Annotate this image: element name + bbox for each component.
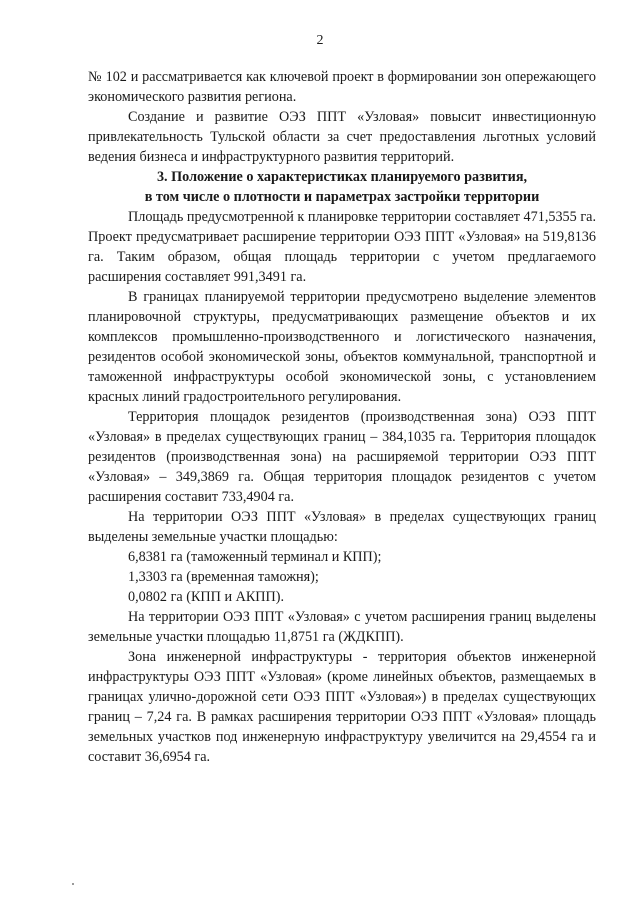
section-heading-line2: в том числе о плотности и параметрах застройки территории (144, 189, 540, 205)
land-plot-customs-terminal: 6,8381 га (таможенный терминал и КПП); (128, 549, 382, 565)
paragraph-land-plots-intro: На территории ОЭЗ ППТ «Узловая» в пределах существующих границ выделены земельные участки площадью: (88, 509, 596, 545)
paragraph-continuation: № 102 и рассматривается как ключевой проект в формировании зон опережающего экономического развития региона. (88, 69, 596, 105)
document-body (88, 67, 596, 767)
section-heading-line1: 3. Положение о характеристиках планируемого развития, (156, 169, 528, 185)
paragraph-investment: Создание и развитие ОЭЗ ППТ «Узловая» повысит инвестиционную привлекательность Тульской области за счет предоставления льготных условий ведения бизнеса и инфраструктурного развития территорий. (88, 109, 596, 165)
scan-dot-mark (72, 883, 74, 885)
paragraph-engineering-infrastructure: Зона инженерной инфраструктуры - территория объектов инженерной инфраструктуры ОЭЗ ППТ «Узловая» (кроме линейных объектов, размещаемых в границах улично-дорожной сети ОЭЗ ППТ «Узловая») в пределах существующих границ – 7,24 га. В рамках расширения территории ОЭЗ ППТ «Узловая» площадь земельных участков под инженерную инфраструктуру увеличится на 29,4554 га и составит 36,6954 га. (88, 649, 596, 765)
land-plot-checkpoint: 0,0802 га (КПП и АКПП). (128, 589, 285, 605)
land-plot-temporary-customs: 1,3303 га (временная таможня); (128, 569, 319, 585)
section-heading (88, 167, 596, 207)
paragraph-planning-structure: В границах планируемой территории предусмотрено выделение элементов планировочной структуры, предусматривающих размещение объектов и их комплексов промышленно-производственного и логистического назначения, резидентов особой экономической зоны, объектов коммунальной, транспортной и таможенной инфраструктуры особой экономической зоны, с установлением красных линий градостроительного регулирования. (88, 289, 596, 405)
paragraph-area: Площадь предусмотренной к планировке территории составляет 471,5355 га. Проект предусматривает расширение территории ОЭЗ ППТ «Узловая» на 519,8136 га. Таким образом, общая площадь территории с учетом предлагаемого расширения составляет 991,3491 га. (88, 209, 596, 285)
page-number: 2 (316, 33, 324, 48)
paragraph-railway-checkpoint: На территории ОЭЗ ППТ «Узловая» с учетом расширения границ выделены земельные участки площадью 11,8751 га (ЖДКПП). (88, 609, 596, 645)
paragraph-resident-sites: Территория площадок резидентов (производственная зона) ОЭЗ ППТ «Узловая» в пределах существующих границ – 384,1035 га. Территория площадок резидентов (производственная зона) на расширяемой территории ОЭЗ ППТ «Узловая» – 349,3869 га. Общая территория площадок резидентов с учетом расширения составит 733,4904 га. (88, 409, 596, 505)
